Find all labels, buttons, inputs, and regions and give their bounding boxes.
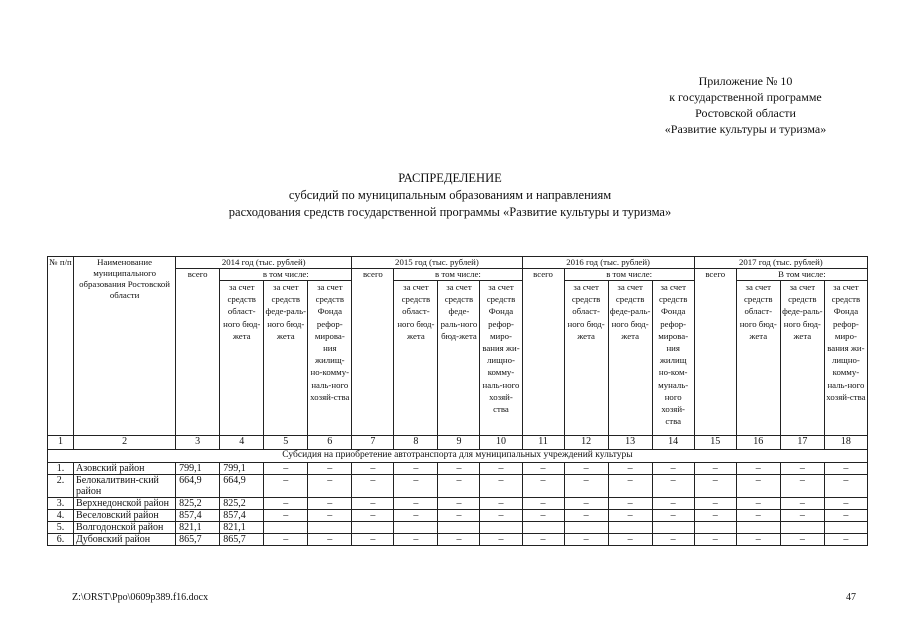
cell-value: – (308, 498, 352, 510)
header-total: всего (694, 269, 736, 436)
column-number: 4 (220, 436, 264, 450)
column-number: 13 (608, 436, 652, 450)
cell-value: – (522, 510, 564, 522)
header-municipality: Наименование муниципального образования Ростовской области (74, 257, 176, 436)
cell-value: – (522, 534, 564, 546)
column-number: 11 (522, 436, 564, 450)
cell-value: – (480, 510, 522, 522)
cell-value: – (608, 510, 652, 522)
header-regional-budget: за счет средств област-ного бюд-жета (394, 281, 438, 436)
column-number: 10 (480, 436, 522, 450)
column-number: 2 (74, 436, 176, 450)
table-row (48, 463, 868, 475)
row-number: 2. (48, 475, 74, 498)
cell-value: – (394, 475, 438, 498)
cell-value: – (352, 534, 394, 546)
cell-value: – (824, 475, 867, 498)
cell-value: – (308, 534, 352, 546)
municipality-name: Белокалитвин-ский район (74, 475, 176, 498)
cell-value: – (780, 510, 824, 522)
column-number: 16 (736, 436, 780, 450)
header-number: № п/п (48, 257, 74, 436)
cell-value: – (480, 463, 522, 475)
cell-value: – (264, 475, 308, 498)
cell-value: – (352, 510, 394, 522)
table-body (48, 463, 868, 546)
header-regional-budget: за счет средств област-ного бюд-жета (736, 281, 780, 436)
cell-value: – (824, 510, 867, 522)
header-year-2015: 2015 год (тыс. рублей) (352, 257, 522, 269)
cell-value: – (652, 475, 694, 498)
municipality-name: Волгодонской район (74, 522, 176, 534)
cell-value: – (522, 475, 564, 498)
header-including: в том числе: (394, 269, 522, 281)
header-total: всего (352, 269, 394, 436)
cell-value: – (564, 498, 608, 510)
cell-value (522, 522, 564, 534)
cell-value: – (652, 498, 694, 510)
cell-value: – (652, 534, 694, 546)
header-housing-fund: за счет средств Фонда рефор-мирова-ния жилищ-но-комму-наль-ного хозяй-ства (308, 281, 352, 436)
cell-value: 821,1 (220, 522, 264, 534)
column-number: 17 (780, 436, 824, 450)
cell-value: – (522, 498, 564, 510)
appendix-line: Ростовской области (695, 106, 796, 120)
column-number: 7 (352, 436, 394, 450)
cell-value: – (308, 475, 352, 498)
row-number: 3. (48, 498, 74, 510)
column-number: 12 (564, 436, 608, 450)
cell-value: 821,1 (176, 522, 220, 534)
header-including: в том числе: (564, 269, 694, 281)
cell-value: – (522, 463, 564, 475)
header-year-2014: 2014 год (тыс. рублей) (176, 257, 352, 269)
header-housing-fund: за счет средств Фонда рефор-миро-вания жи-лищно-комму-наль-ного хозяй-ства (824, 281, 867, 436)
cell-value: – (824, 463, 867, 475)
cell-value: – (438, 463, 480, 475)
cell-value: – (308, 463, 352, 475)
column-number: 5 (264, 436, 308, 450)
cell-value: – (780, 498, 824, 510)
column-number: 15 (694, 436, 736, 450)
cell-value (694, 522, 736, 534)
cell-value: 799,1 (220, 463, 264, 475)
cell-value: – (694, 498, 736, 510)
column-number: 6 (308, 436, 352, 450)
title-line: субсидий по муниципальным образованиям и направлениям (288, 188, 612, 202)
row-number: 5. (48, 522, 74, 534)
column-number-row (48, 436, 868, 450)
cell-value: – (352, 475, 394, 498)
cell-value: – (780, 475, 824, 498)
municipality-name: Азовский район (74, 463, 176, 475)
cell-value: – (736, 463, 780, 475)
cell-value: – (438, 534, 480, 546)
column-number: 8 (394, 436, 438, 450)
header-housing-fund: за счет средств Фонда рефор-мирова-ния жилищ но-ком-муналь-ного хозяй-ства (652, 281, 694, 436)
cell-value: – (564, 534, 608, 546)
cell-value: – (736, 510, 780, 522)
cell-value: – (780, 534, 824, 546)
cell-value: – (264, 510, 308, 522)
cell-value: – (264, 498, 308, 510)
header-total: всего (522, 269, 564, 436)
appendix-header (618, 73, 873, 137)
row-number: 6. (48, 534, 74, 546)
cell-value: 664,9 (220, 475, 264, 498)
cell-value (480, 522, 522, 534)
municipality-name: Дубовский район (74, 534, 176, 546)
header-year-2016: 2016 год (тыс. рублей) (522, 257, 694, 269)
cell-value (564, 522, 608, 534)
cell-value: – (694, 534, 736, 546)
cell-value: – (608, 475, 652, 498)
header-regional-budget: за счет средств област-ного бюд-жета (564, 281, 608, 436)
header-federal-budget: за счет средств феде-раль-ного бюд-жета (264, 281, 308, 436)
cell-value: – (780, 463, 824, 475)
cell-value: – (394, 534, 438, 546)
appendix-line: «Развитие культуры и туризма» (664, 122, 827, 136)
section-title: Субсидия на приобретение автотранспорта для муниципальных учреждений культуры (48, 450, 868, 463)
title-line: расходования средств государственной программы «Развитие культуры и туризма» (228, 205, 672, 219)
cell-value (352, 522, 394, 534)
column-number: 1 (48, 436, 74, 450)
document-title (120, 170, 780, 221)
cell-value: 865,7 (176, 534, 220, 546)
cell-value: – (352, 498, 394, 510)
cell-value: – (438, 510, 480, 522)
cell-value: – (352, 463, 394, 475)
header-federal-budget: за счет средств феде-раль-ного бюд-жета (780, 281, 824, 436)
cell-value: – (694, 463, 736, 475)
cell-value: – (652, 510, 694, 522)
table-row (48, 475, 868, 498)
cell-value: – (480, 498, 522, 510)
page-number: 47 (846, 592, 856, 603)
cell-value: – (694, 510, 736, 522)
cell-value (308, 522, 352, 534)
row-number: 1. (48, 463, 74, 475)
cell-value: – (394, 498, 438, 510)
cell-value: – (824, 498, 867, 510)
cell-value: – (736, 475, 780, 498)
cell-value: – (480, 475, 522, 498)
cell-value (394, 522, 438, 534)
cell-value: 664,9 (176, 475, 220, 498)
column-number: 9 (438, 436, 480, 450)
cell-value (438, 522, 480, 534)
cell-value: – (394, 510, 438, 522)
cell-value: – (264, 463, 308, 475)
cell-value (652, 522, 694, 534)
header-regional-budget: за счет средств област-ного бюд-жета (220, 281, 264, 436)
cell-value: – (438, 498, 480, 510)
header-federal-budget: за счет средств феде-раль-ного бюд-жета (438, 281, 480, 436)
column-number: 14 (652, 436, 694, 450)
cell-value: – (736, 534, 780, 546)
cell-value: 865,7 (220, 534, 264, 546)
header-including: в том числе: (220, 269, 352, 281)
footer-file-path: Z:\ORST\Ppo\0609p389.f16.docx (72, 592, 209, 603)
table-row (48, 510, 868, 522)
column-number: 3 (176, 436, 220, 450)
cell-value: – (824, 534, 867, 546)
cell-value: – (652, 463, 694, 475)
cell-value: 857,4 (176, 510, 220, 522)
cell-value: – (608, 534, 652, 546)
cell-value: 857,4 (220, 510, 264, 522)
cell-value (264, 522, 308, 534)
header-total: всего (176, 269, 220, 436)
municipality-name: Веселовский район (74, 510, 176, 522)
cell-value: – (480, 534, 522, 546)
row-number: 4. (48, 510, 74, 522)
header-including: В том числе: (736, 269, 867, 281)
header-housing-fund: за счет средств Фонда рефор-миро-вания жи-лищно-комму-наль-ного хозяй-ства (480, 281, 522, 436)
cell-value: – (608, 498, 652, 510)
appendix-line: к государственной программе (669, 90, 822, 104)
cell-value (780, 522, 824, 534)
cell-value: – (608, 463, 652, 475)
cell-value (736, 522, 780, 534)
table-row (48, 534, 868, 546)
header-federal-budget: за счет средств феде-раль-ного бюд-жета (608, 281, 652, 436)
cell-value: – (564, 510, 608, 522)
cell-value (608, 522, 652, 534)
cell-value: 825,2 (176, 498, 220, 510)
column-number: 18 (824, 436, 867, 450)
appendix-line: Приложение № 10 (698, 74, 793, 88)
cell-value: – (308, 510, 352, 522)
title-line: РАСПРЕДЕЛЕНИЕ (398, 171, 502, 185)
table-row (48, 498, 868, 510)
municipality-name: Верхнедонской район (74, 498, 176, 510)
cell-value: – (264, 534, 308, 546)
subsidy-table (47, 256, 868, 546)
header-year-2017: 2017 год (тыс. рублей) (694, 257, 867, 269)
cell-value: – (564, 463, 608, 475)
cell-value: – (736, 498, 780, 510)
table-row (48, 522, 868, 534)
cell-value (824, 522, 867, 534)
cell-value: – (438, 475, 480, 498)
cell-value: 799,1 (176, 463, 220, 475)
cell-value: 825,2 (220, 498, 264, 510)
cell-value: – (564, 475, 608, 498)
cell-value: – (394, 463, 438, 475)
cell-value: – (694, 475, 736, 498)
